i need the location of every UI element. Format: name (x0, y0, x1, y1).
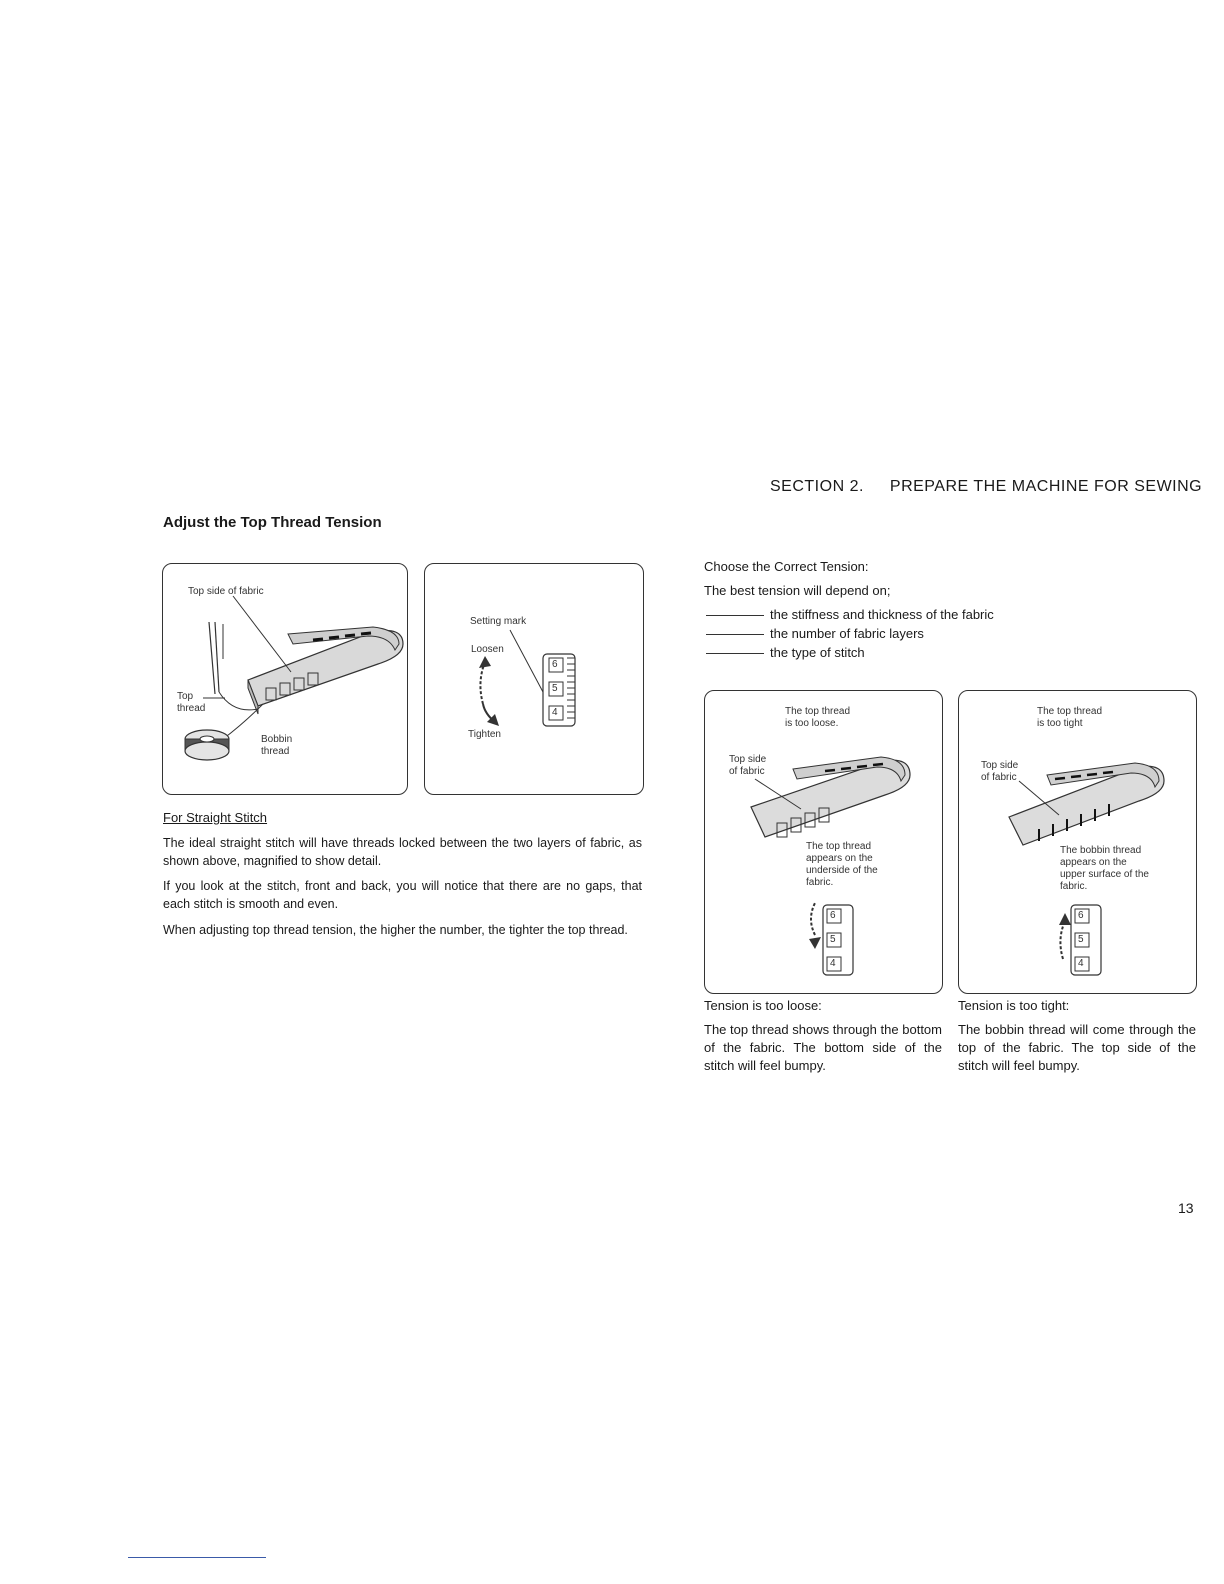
tension-factor-text: the stiffness and thickness of the fabric (770, 607, 994, 622)
tight-top-side-line1: Top side (981, 760, 1019, 771)
tension-dial-box (424, 563, 644, 795)
choose-tension-intro: The best tension will depend on; (704, 583, 891, 598)
loose-caption-title: Tension is too loose: (704, 998, 822, 1013)
page-number: 13 (1178, 1200, 1194, 1216)
loose-note-line1: The top thread (806, 841, 872, 852)
top-side-label: Top side of fabric (188, 586, 264, 597)
tension-factor-item (706, 645, 865, 660)
fabric-diagram-box (162, 563, 408, 795)
tight-top-side-line2: of fabric (981, 772, 1017, 783)
loose-top-side-line1: Top side (729, 754, 767, 765)
loose-note-line3: underside of the (806, 865, 878, 876)
choose-tension-heading: Choose the Correct Tension: (704, 559, 869, 574)
loosen-label: Loosen (471, 644, 504, 655)
loose-dial-number-4: 4 (830, 958, 836, 969)
tight-note-line2: appears on the (1060, 857, 1127, 868)
loose-title-line1: The top thread (785, 706, 851, 717)
loose-tension-box (704, 690, 943, 994)
tight-caption-title: Tension is too tight: (958, 998, 1070, 1013)
tight-title-line1: The top thread (1037, 706, 1103, 717)
tension-dial-illustration (425, 564, 643, 794)
straight-stitch-paragraph-2: If you look at the stitch, front and back, you will notice that there are no gaps, that each stitch is smooth and even. (163, 879, 642, 911)
footer-divider (128, 1557, 266, 1558)
fabric-illustration (163, 564, 407, 794)
setting-mark-label: Setting mark (470, 616, 527, 627)
loose-note-line4: fabric. (806, 877, 834, 888)
tension-factor-text: the number of fabric layers (770, 626, 924, 641)
loose-note-line2: appears on the (806, 853, 873, 864)
tight-caption-text: The bobbin thread will come through the top of the fabric. The top side of the stitch will feel bumpy. (958, 1022, 1196, 1073)
tight-tension-illustration (959, 691, 1196, 993)
page-title: Adjust the Top Thread Tension (163, 514, 382, 531)
bobbin-label-line1: Bobbin (261, 734, 293, 745)
tighten-label: Tighten (468, 729, 501, 740)
straight-stitch-paragraph-3: When adjusting top thread tension, the higher the number, the tighter the top thread. (163, 923, 628, 937)
tight-dial-number-6: 6 (1078, 910, 1084, 921)
tension-factor-text: the type of stitch (770, 645, 865, 660)
top-thread-label-line1: Top (177, 691, 194, 702)
tension-factor-item (706, 607, 994, 622)
tight-note-line1: The bobbin thread (1060, 845, 1142, 856)
straight-stitch-heading: For Straight Stitch (163, 810, 268, 825)
loose-dial-number-6: 6 (830, 910, 836, 921)
loose-title-line2: is too loose. (785, 718, 839, 729)
top-thread-label-line2: thread (177, 703, 206, 714)
section-label: SECTION 2. (770, 478, 864, 495)
tight-note-line4: fabric. (1060, 881, 1088, 892)
bobbin-label-line2: thread (261, 746, 290, 757)
straight-stitch-paragraph-1: The ideal straight stitch will have threads locked between the two layers of fabric, as shown above, magnified to show detail. (163, 836, 642, 868)
tight-dial-number-5: 5 (1078, 934, 1084, 945)
tight-note-line3: upper surface of the (1060, 869, 1149, 880)
dial-number-5: 5 (552, 683, 558, 694)
dial-number-4: 4 (552, 707, 558, 718)
section-header (770, 478, 1202, 496)
tight-tension-box (958, 690, 1197, 994)
dial-number-6: 6 (552, 659, 558, 670)
loose-top-side-line2: of fabric (729, 766, 765, 777)
tension-factor-item (706, 626, 924, 641)
tight-dial-number-4: 4 (1078, 958, 1084, 969)
loose-caption-text: The top thread shows through the bottom of the fabric. The bottom side of the stitch will feel bumpy. (704, 1022, 942, 1073)
tight-title-line2: is too tight (1037, 718, 1083, 729)
loose-dial-number-5: 5 (830, 934, 836, 945)
section-title: PREPARE THE MACHINE FOR SEWING (889, 478, 1203, 495)
